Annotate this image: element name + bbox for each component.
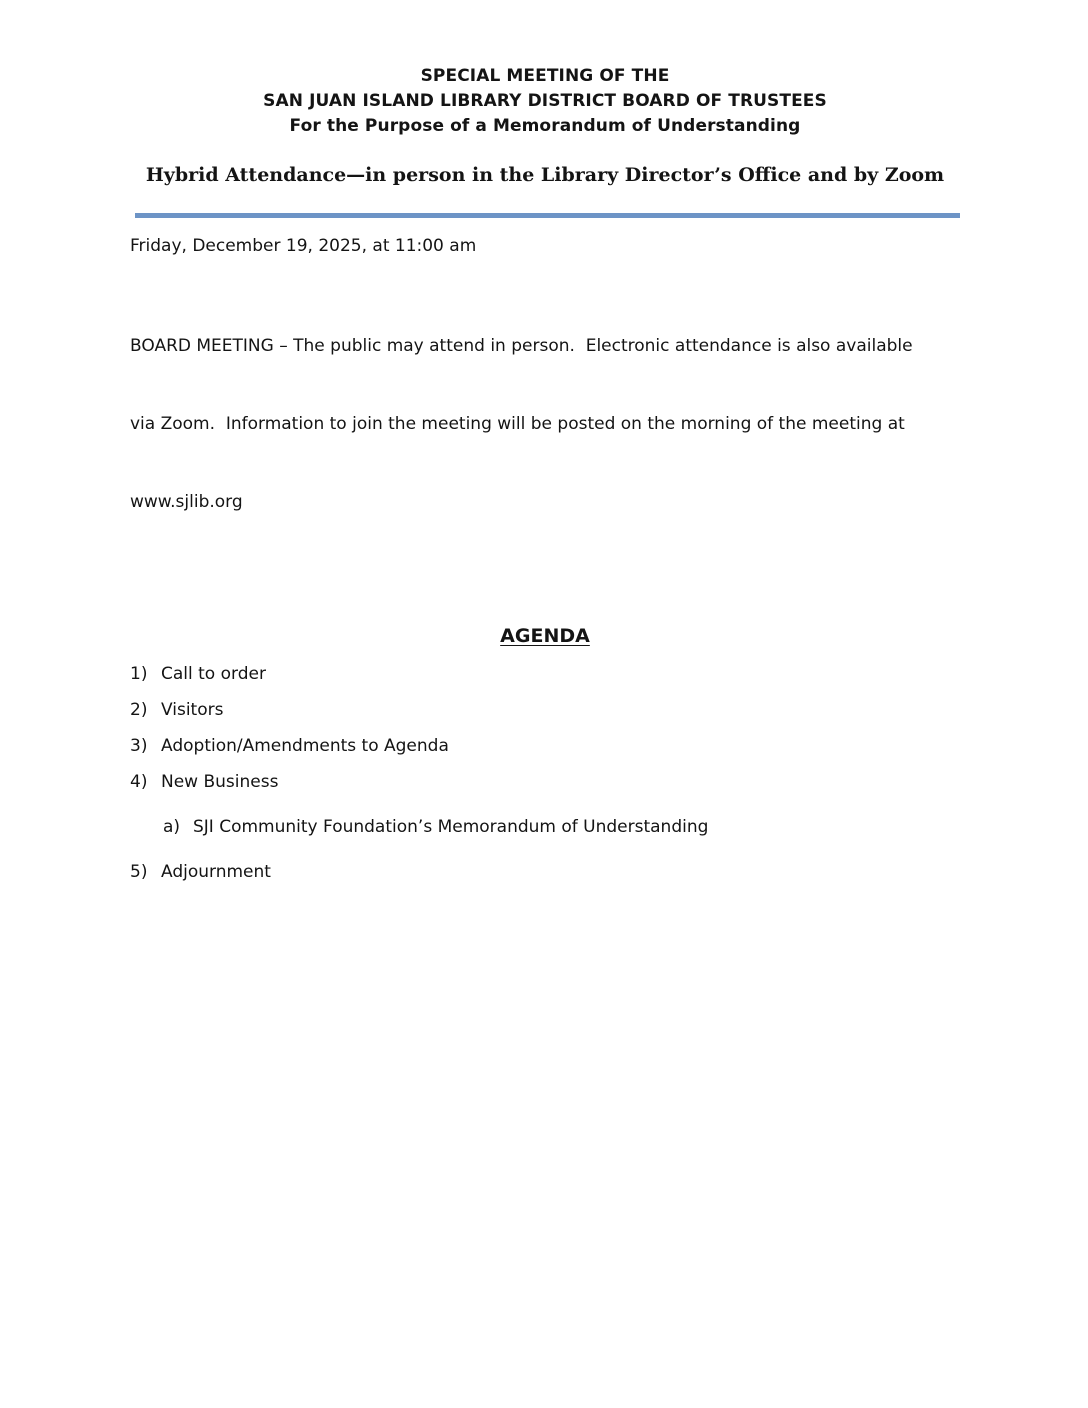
agenda-item-label: Call to order [161, 664, 266, 684]
agenda-item-marker: a) [163, 817, 181, 837]
agenda-item-marker: 3) [130, 736, 148, 756]
document-title-block [130, 64, 960, 139]
agenda-item-adoption-amendments [130, 736, 960, 756]
agenda-item-label: Adoption/Amendments to Agenda [161, 736, 449, 756]
agenda-list [130, 664, 960, 882]
title-line-2: SAN JUAN ISLAND LIBRARY DISTRICT BOARD OF TRUSTEES [263, 91, 827, 111]
meeting-description-line: via Zoom. Information to join the meeting will be posted on the morning of the meeting at [130, 414, 905, 434]
title-line-1: SPECIAL MEETING OF THE [420, 66, 670, 86]
agenda-item-call-to-order [130, 664, 960, 684]
attendance-note: Hybrid Attendance—in person in the Library Director’s Office and by Zoom [145, 164, 945, 186]
section-divider-rule [135, 213, 960, 218]
agenda-item-adjournment [130, 862, 960, 882]
agenda-item-label: Adjournment [161, 862, 271, 882]
meeting-description-line: www.sjlib.org [130, 492, 243, 512]
agenda-item-visitors [130, 700, 960, 720]
agenda-item-label: Visitors [161, 700, 224, 720]
title-line-3: For the Purpose of a Memorandum of Understanding [289, 116, 801, 136]
meeting-datetime: Friday, December 19, 2025, at 11:00 am [130, 236, 477, 256]
agenda-item-marker: 4) [130, 772, 148, 792]
agenda-subitem-sji-mou [163, 817, 960, 837]
agenda-heading: AGENDA [500, 625, 590, 647]
meeting-description-line: BOARD MEETING – The public may attend in person. Electronic attendance is also available [130, 336, 913, 356]
agenda-item-marker: 1) [130, 664, 148, 684]
agenda-item-label: SJI Community Foundation’s Memorandum of Understanding [193, 817, 709, 837]
agenda-item-new-business [130, 772, 960, 792]
meeting-description [130, 281, 960, 567]
agenda-item-label: New Business [161, 772, 279, 792]
agenda-item-marker: 2) [130, 700, 148, 720]
agenda-item-marker: 5) [130, 862, 148, 882]
